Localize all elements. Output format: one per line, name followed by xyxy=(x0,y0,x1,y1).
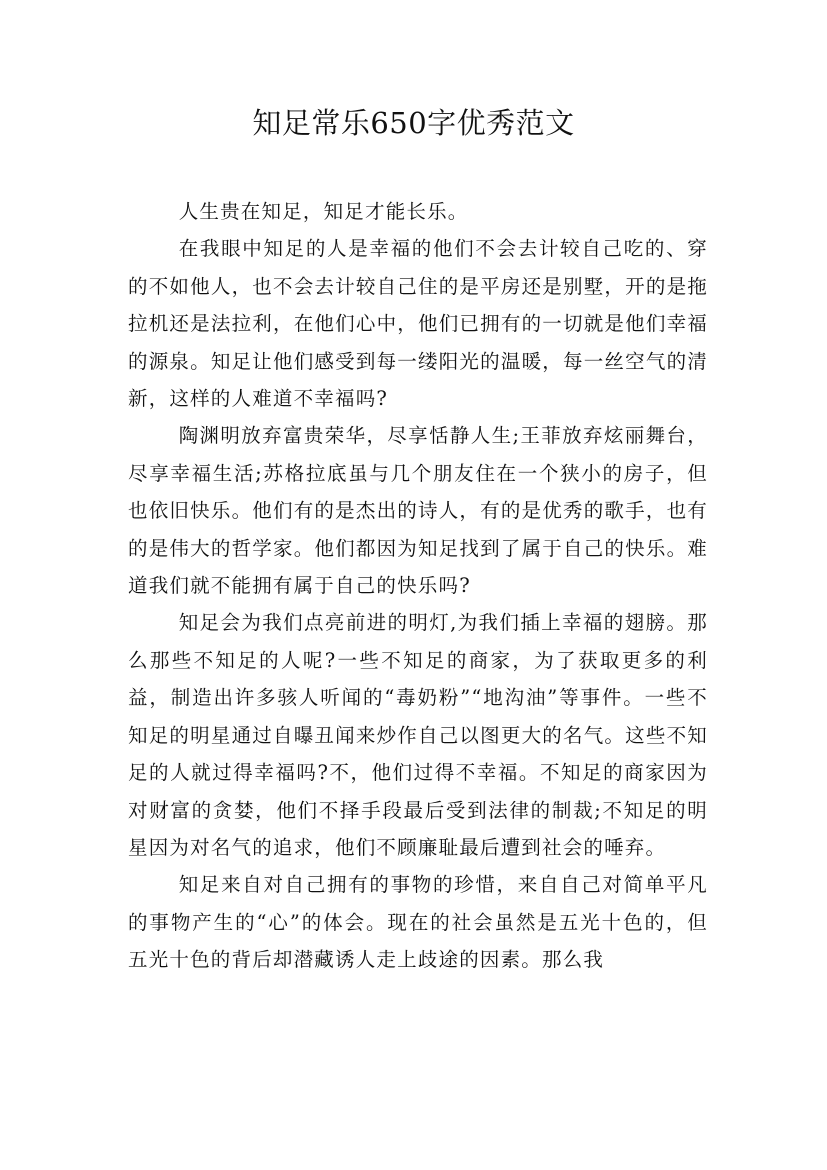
paragraph-3: 陶渊明放弃富贵荣华，尽享恬静人生;王菲放弃炫丽舞台，尽享幸福生活;苏格拉底虽与几个朋友住在一个狭小的房子，但也依旧快乐。他们有的是杰出的诗人，有的是优秀的歌手，也有的是伟大的哲学家。他们都因为知足找到了属于自己的快乐。难道我们就不能拥有属于自己的快乐吗? xyxy=(128,424,708,598)
document-body xyxy=(128,193,708,979)
paragraph-4: 知足会为我们点亮前进的明灯,为我们插上幸福的翅膀。那么那些不知足的人呢?一些不知足的商家，为了获取更多的利益，制造出许多骇人听闻的“毒奶粉”“地沟油”等事件。一些不知足的明星通过自曝丑闻来炒作自己以图更大的名气。这些不知足的人就过得幸福吗?不，他们过得不幸福。不知足的商家因为对财富的贪婪，他们不择手段最后受到法律的制裁;不知足的明星因为对名气的追求，他们不顾廉耻最后遭到社会的唾弃。 xyxy=(128,611,708,859)
document-title: 知足常乐650字优秀范文 xyxy=(252,106,575,140)
paragraph-1: 人生贵在知足，知足才能长乐。 xyxy=(178,200,469,223)
paragraph-5: 知足来自对自己拥有的事物的珍惜，来自自己对简单平凡的事物产生的“心”的体会。现在的社会虽然是五光十色的，但五光十色的背后却潜藏诱人走上歧途的因素。那么我 xyxy=(128,873,708,972)
paragraph-2: 在我眼中知足的人是幸福的他们不会去计较自己吃的、穿的不如他人，也不会去计较自己住的是平房还是别墅，开的是拖拉机还是法拉利，在他们心中，他们已拥有的一切就是他们幸福的源泉。知足让他们感受到每一缕阳光的温暖，每一丝空气的清新，这样的人难道不幸福吗? xyxy=(128,237,708,411)
